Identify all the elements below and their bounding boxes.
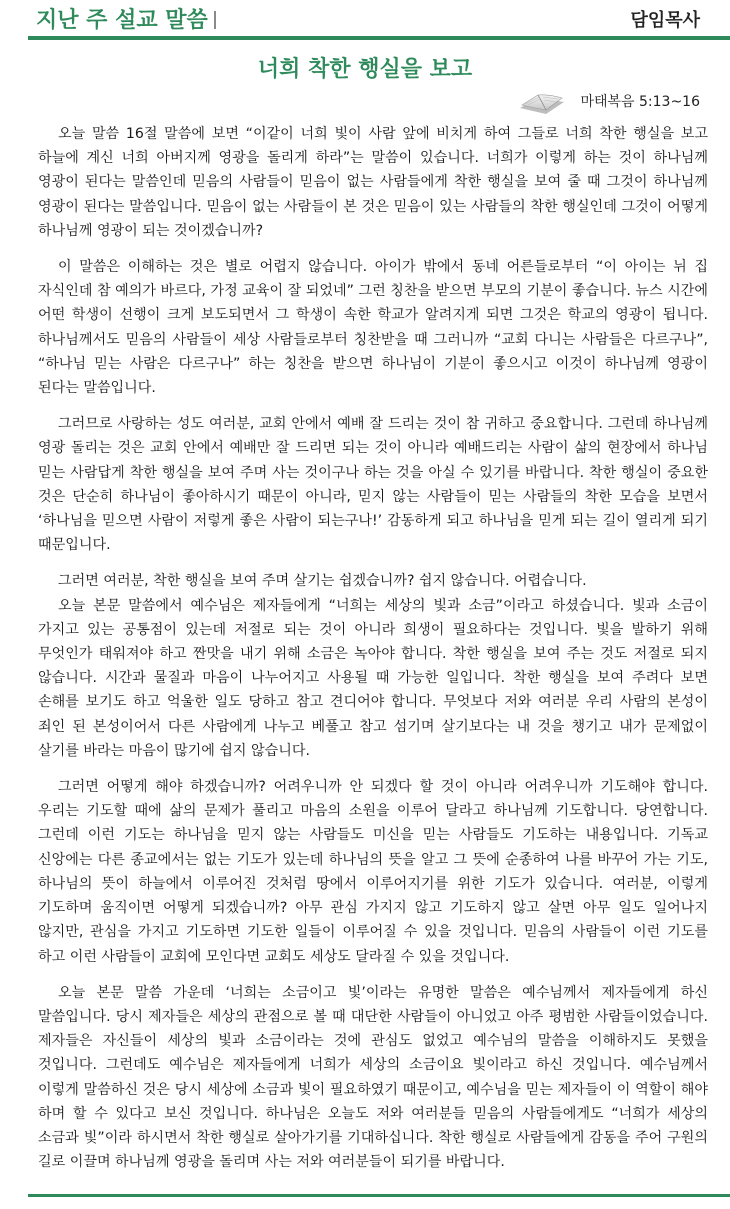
open-book-icon	[518, 86, 566, 116]
sermon-title: 너희 착한 행실을 보고	[257, 57, 473, 82]
paragraph: 오늘 본문 말씀에서 예수님은 제자들에게 “너희는 세상의 빛과 소금”이라고 하셨습니다. 빛과 소금이 가지고 있는 공통점이 있는데 저절로 되는 것이 아니라 희생이 필요하다는 것입니다. 빛을 발하기 위해 무엇인가 태워져야 하고 짠맛을 내기 위해 소금은 녹아야 합니다. 착한 행실을 보여 주는 것도 저절로 되지 않습니다. 시간과 물질과 마음이 나누어지고 사용될 때 가능한 일입니다. 착한 행실을 보여 주려다 보면 손해를 보기도 하고 억울한 일도 당하고 참고 견디어야 합니다. 무엇보다 저와 여러분 우리 사람의 본성이 죄인 된 본성이어서 다른 사람에게 나누고 베풀고 참고 섬기며 살기보다는 내 것을 챙기고 내가 문제없이 살기를 바라는 마음이 많기에 쉽지 않습니다.	[38, 597, 708, 759]
author-label: 담임목사	[630, 10, 700, 31]
paragraph: 그러면 여러분, 착한 행실을 보여 주며 살기는 쉽겠습니까? 쉽지 않습니다. 어렵습니다.	[58, 573, 587, 590]
top-divider	[28, 36, 730, 40]
bottom-divider	[28, 1194, 730, 1197]
section-title: 지난 주 설교 말씀	[36, 8, 208, 33]
page-header	[0, 0, 730, 40]
paragraph: 오늘 본문 말씀 가운데 ‘너희는 소금이고 빛’이라는 유명한 말씀은 예수님께서 제자들에게 하신 말씀입니다. 당시 제자들은 세상의 관점으로 볼 때 대단한 사람들이 아니었고 아주 평범한 사람들이었습니다. 제자들은 자신들이 세상의 빛과 소금이라는 것에 관심도 없었고 예수님의 말씀을 이해하지도 못했을 것입니다. 그런데도 예수님은 제자들에게 너희가 세상의 소금이요 빛이라고 하신 것입니다. 예수님께서 이렇게 말씀하신 것은 당시 세상에 소금과 빛이 필요하였기 때문이고, 예수님을 믿는 제자들이 이 역할이 해야 하며 할 수 있다고 보신 것입니다. 하나님은 오늘도 저와 여러분들 믿음의 사람들에게도 “너희가 세상의 소금과 빛”이라 하시면서 착한 행실로 살아가기를 기대하십니다. 착한 행실로 사람들에게 감동을 주어 구원의 길로 이끌며 하나님께 영광을 돌리며 사는 저와 여러분들이 되기를 바랍니다.	[38, 984, 708, 1171]
paragraph: 그러므로 사랑하는 성도 여러분, 교회 안에서 예배 잘 드리는 것이 참 귀하고 중요합니다. 그런데 하나님께 영광 돌리는 것은 교회 안에서 예배만 잘 드리면 되는 것이 아니라 예배드리는 사람이 삶의 현장에서 하나님 믿는 사람답게 착한 행실을 보여 주며 사는 것이구나 하는 것을 아실 수 있기를 바랍니다. 착한 행실이 중요한 것은 단순히 하나님이 좋아하시기 때문이 아니라, 믿지 않는 사람들이 믿는 사람들의 착한 모습을 보면서 ‘하나님을 믿으면 사람이 저렇게 좋은 사람이 되는구나!’ 감동하게 되고 하나님을 믿게 되는 길이 열리게 되기 때문입니다.	[38, 416, 708, 554]
scripture-reference-row	[518, 86, 700, 116]
paragraph: 그러면 어떻게 해야 하겠습니까? 어려우니까 안 되겠다 할 것이 아니라 어려우니까 기도해야 합니다. 우리는 기도할 때에 삶의 문제가 풀리고 마음의 소원을 이루어 달라고 하나님께 기도합니다. 당연합니다. 그런데 이런 기도는 하나님을 믿지 않는 사람들도 미신을 믿는 사람들도 기도하는 내용입니다. 기독교 신앙에는 다른 종교에서는 없는 기도가 있는데 하나님의 뜻을 알고 그 뜻에 순종하여 나를 바꾸어 가는 기도, 하나님의 뜻이 하늘에서 이루어진 것처럼 땅에서 이루어지기를 위한 기도가 있습니다. 여러분, 이렇게 기도하며 움직이면 어떻게 되겠습니까? 아무 관심 가지지 않고 기도하지 않고 살면 아무 일도 일어나지 않지만, 관심을 가지고 기도하면 기도한 일들이 이루어질 수 있을 것입니다. 믿음의 사람들이 이런 기도를 하고 이런 사람들이 교회에 모인다면 교회도 세상도 달라질 수 있을 것입니다.	[38, 779, 708, 965]
paragraph: 오늘 말씀 16절 말씀에 보면 “이같이 너희 빛이 사람 앞에 비치게 하여 그들로 너희 착한 행실을 보고 하늘에 계신 너희 아버지께 영광을 돌리게 하라”는 말씀이 있습니다. 너희가 이렇게 하는 것이 하나님께 영광이 된다는 말씀인데 믿음의 사람들이 믿음이 없는 사람들에게 착한 행실을 보여 줄 때 그것이 하나님께 영광이 된다는 말씀입니다. 믿음이 없는 사람들이 본 것은 믿음이 있는 사람들의 착한 행실인데 그것이 어떻게 하나님께 영광이 되는 것이겠습니까?	[38, 126, 708, 239]
paragraph: 이 말씀은 이해하는 것은 별로 어렵지 않습니다. 아이가 밖에서 동네 어른들로부터 “이 아이는 뉘 집 자식인데 참 예의가 바르다, 가정 교육이 잘 되었네” 그런 칭찬을 받으면 부모의 기분이 좋습니다. 뉴스 시간에 어떤 학생이 선행이 크게 보도되면서 그 학생이 속한 학교가 알려지게 되면 그것은 학교의 영광이 됩니다. 하나님께서도 믿음의 사람들이 세상 사람들로부터 칭찬받을 때 그러니까 “교회 다니는 사람들은 다르구나”, “하나님 믿는 사람은 다르구나” 하는 칭찬을 받으면 하나님이 기분이 좋으시고 이것이 하나님께 영광이 된다는 말씀입니다.	[38, 259, 708, 397]
title-divider	[214, 11, 216, 29]
section-title-wrap	[36, 3, 216, 34]
sermon-body	[38, 122, 708, 1186]
scripture-reference: 마태복음 5:13~16	[580, 94, 700, 110]
